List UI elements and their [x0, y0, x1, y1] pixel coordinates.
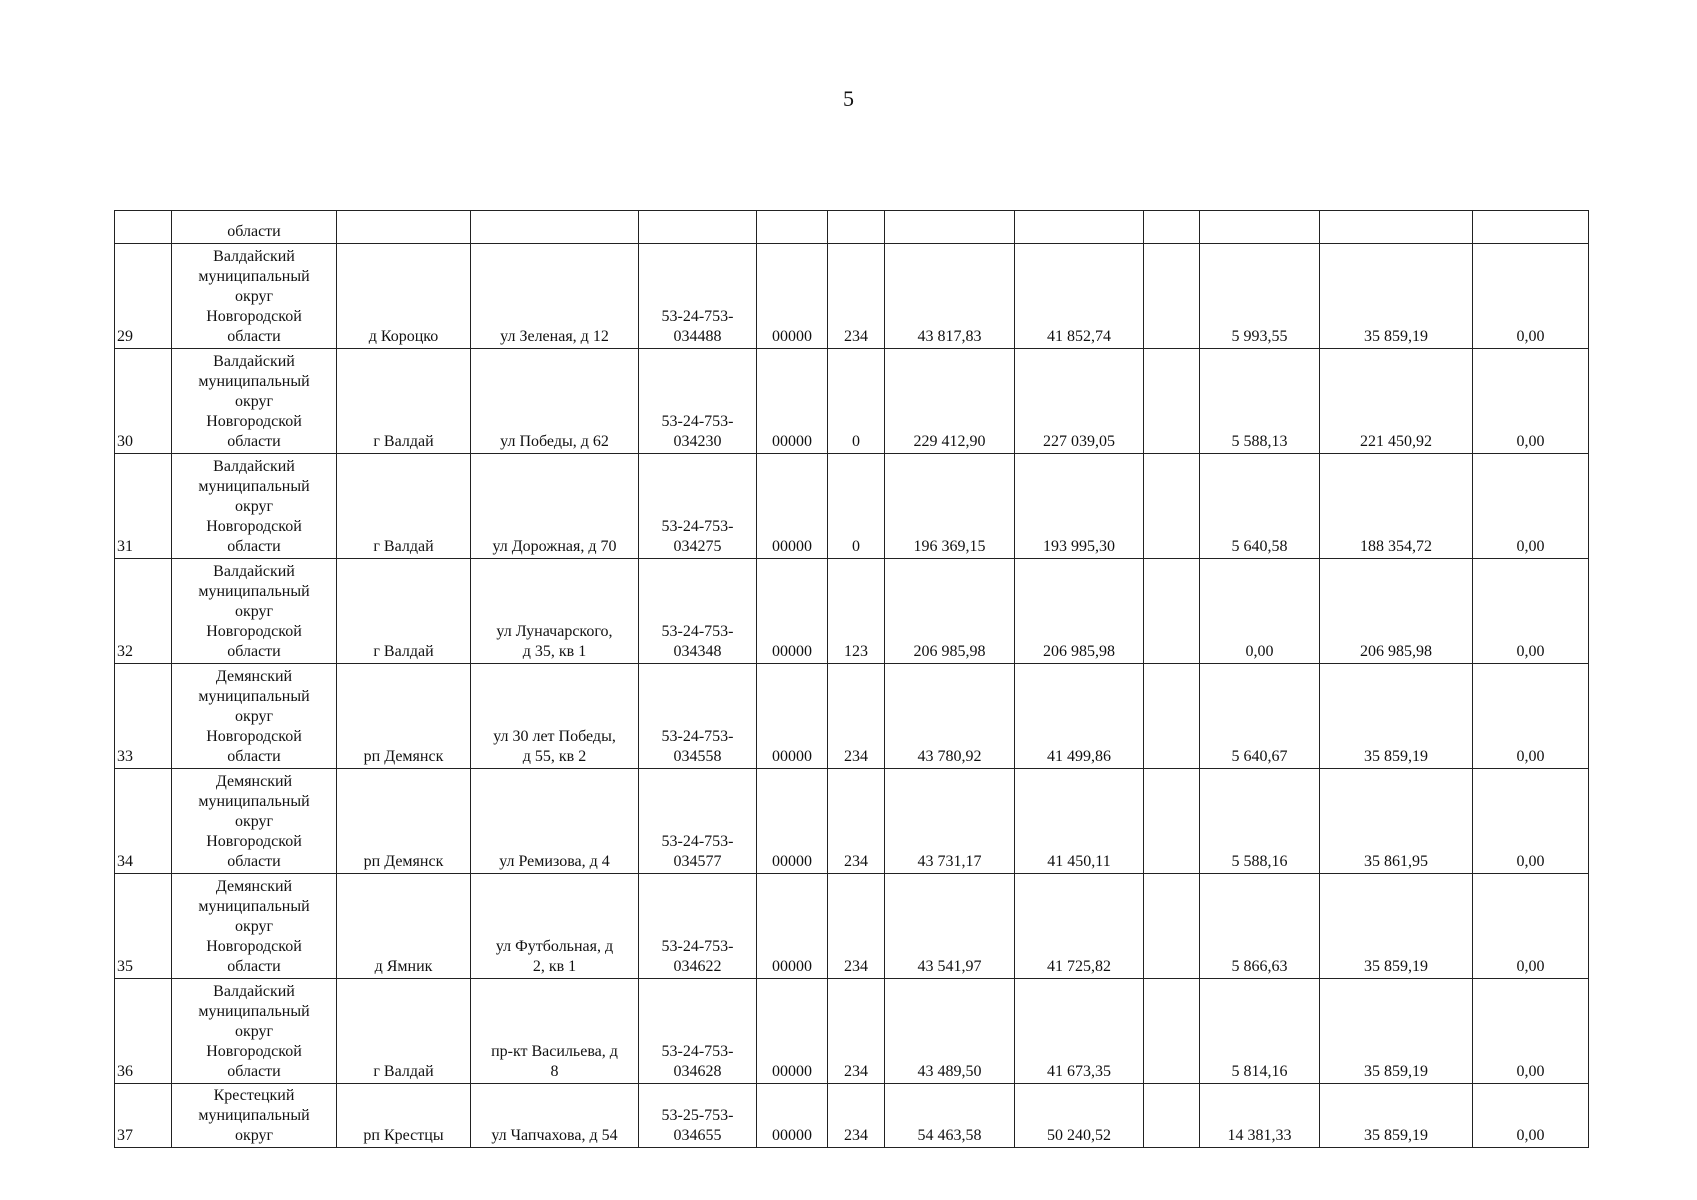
cell-value-2: 41 450,11 [1015, 769, 1144, 874]
cell-district: Демянский муниципальный округ Новгородской области [172, 874, 337, 979]
cell-category: 234 [828, 769, 885, 874]
cell-value-6: 0,00 [1473, 349, 1589, 454]
cell-code-suffix: 00000 [757, 769, 828, 874]
cell-code-suffix: 00000 [757, 874, 828, 979]
cell-value-5: 35 859,19 [1320, 244, 1473, 349]
cell-district: Демянский муниципальный округ Новгородской области [172, 664, 337, 769]
cell-district: Валдайский муниципальный округ Новгородской области [172, 454, 337, 559]
cell-code: 53-24-753- 034577 [639, 769, 757, 874]
table-row-continuation [115, 211, 1589, 244]
cell-value-6: 0,00 [1473, 979, 1589, 1084]
cell-value-3 [1144, 874, 1200, 979]
cell-locality: рп Демянск [337, 664, 471, 769]
cell-value-4: 5 640,67 [1200, 664, 1320, 769]
cell-locality: рп Крестцы [337, 1084, 471, 1148]
table-row [115, 244, 1589, 349]
cell-district: Валдайский муниципальный округ Новгородской области [172, 979, 337, 1084]
table-row [115, 874, 1589, 979]
table-row [115, 1084, 1589, 1148]
cell-value-4: 0,00 [1200, 559, 1320, 664]
cell-district: Крестецкий муниципальный округ [172, 1084, 337, 1148]
cell-locality: рп Демянск [337, 769, 471, 874]
cell-district: Валдайский муниципальный округ Новгородской области [172, 349, 337, 454]
cell-value-2: 227 039,05 [1015, 349, 1144, 454]
cell-value-5: 35 859,19 [1320, 979, 1473, 1084]
cell-category: 234 [828, 664, 885, 769]
cell-address: ул Луначарского, д 35, кв 1 [471, 559, 639, 664]
cell-address: ул Футбольная, д 2, кв 1 [471, 874, 639, 979]
cell-category: 234 [828, 244, 885, 349]
cell-value-1: 196 369,15 [885, 454, 1015, 559]
cell-code-suffix: 00000 [757, 349, 828, 454]
cell-value-5: 221 450,92 [1320, 349, 1473, 454]
cell-address: ул Зеленая, д 12 [471, 244, 639, 349]
cell-address: ул Ремизова, д 4 [471, 769, 639, 874]
cell-address: пр-кт Васильева, д 8 [471, 979, 639, 1084]
cell-value-6: 0,00 [1473, 1084, 1589, 1148]
cell-code-suffix: 00000 [757, 979, 828, 1084]
cell-value-3 [1144, 979, 1200, 1084]
cell-num: 34 [115, 769, 172, 874]
cell-district: Валдайский муниципальный округ Новгородской области [172, 244, 337, 349]
cell-category: 123 [828, 559, 885, 664]
table-row [115, 349, 1589, 454]
cell-code: 53-24-753- 034275 [639, 454, 757, 559]
cell-locality: г Валдай [337, 979, 471, 1084]
cell-value-3 [1144, 559, 1200, 664]
cell-num: 33 [115, 664, 172, 769]
cell-value-2: 41 852,74 [1015, 244, 1144, 349]
cell-num [115, 211, 172, 244]
table-row [115, 664, 1589, 769]
cell-value-2: 41 499,86 [1015, 664, 1144, 769]
cell-value-4: 5 993,55 [1200, 244, 1320, 349]
cell-value-2: 41 725,82 [1015, 874, 1144, 979]
cell-code: 53-25-753- 034655 [639, 1084, 757, 1148]
cell-value-3 [1144, 244, 1200, 349]
table-row [115, 979, 1589, 1084]
cell-value-5: 35 859,19 [1320, 1084, 1473, 1148]
cell-value-2: 206 985,98 [1015, 559, 1144, 664]
cell-value-2: 41 673,35 [1015, 979, 1144, 1084]
cell-value-1: 43 780,92 [885, 664, 1015, 769]
cell-code: 53-24-753- 034348 [639, 559, 757, 664]
cell-district: Валдайский муниципальный округ Новгородской области [172, 559, 337, 664]
cell-value-5: 35 861,95 [1320, 769, 1473, 874]
cell-locality: г Валдай [337, 349, 471, 454]
cell-address: ул Чапчахова, д 54 [471, 1084, 639, 1148]
cell-num: 37 [115, 1084, 172, 1148]
cell-value-5: 35 859,19 [1320, 874, 1473, 979]
cell-value-1: 43 541,97 [885, 874, 1015, 979]
cell-locality: д Ямник [337, 874, 471, 979]
cell-code: 53-24-753- 034230 [639, 349, 757, 454]
cell-value-6: 0,00 [1473, 454, 1589, 559]
table-row [115, 769, 1589, 874]
cell-value-1: 43 731,17 [885, 769, 1015, 874]
cell-value-2: 50 240,52 [1015, 1084, 1144, 1148]
cell-value-5: 206 985,98 [1320, 559, 1473, 664]
cell-code-suffix: 00000 [757, 1084, 828, 1148]
cell-address: ул Дорожная, д 70 [471, 454, 639, 559]
cell-value-4: 5 640,58 [1200, 454, 1320, 559]
cell-value-3 [1144, 769, 1200, 874]
cell-category: 0 [828, 454, 885, 559]
table-row [115, 559, 1589, 664]
cell-value-6: 0,00 [1473, 769, 1589, 874]
table-row [115, 454, 1589, 559]
cell-locality: г Валдай [337, 559, 471, 664]
cell-locality: д Короцко [337, 244, 471, 349]
cell-code-suffix: 00000 [757, 664, 828, 769]
cell-category: 234 [828, 979, 885, 1084]
cell-num: 31 [115, 454, 172, 559]
cell-code: 53-24-753- 034488 [639, 244, 757, 349]
cell-locality: г Валдай [337, 454, 471, 559]
cell-value-1: 54 463,58 [885, 1084, 1015, 1148]
cell-code: 53-24-753- 034558 [639, 664, 757, 769]
cell-value-3 [1144, 1084, 1200, 1148]
cell-value-3 [1144, 664, 1200, 769]
cell-code-suffix: 00000 [757, 244, 828, 349]
cell-num: 30 [115, 349, 172, 454]
cell-category: 234 [828, 1084, 885, 1148]
cell-num: 36 [115, 979, 172, 1084]
cell-value-1: 43 489,50 [885, 979, 1015, 1084]
cell-district: Демянский муниципальный округ Новгородской области [172, 769, 337, 874]
cell-value-1: 229 412,90 [885, 349, 1015, 454]
cell-value-5: 188 354,72 [1320, 454, 1473, 559]
cell-category: 234 [828, 874, 885, 979]
cell-num: 35 [115, 874, 172, 979]
cell-code: 53-24-753- 034628 [639, 979, 757, 1084]
cell-value-4: 14 381,33 [1200, 1084, 1320, 1148]
cell-value-1: 206 985,98 [885, 559, 1015, 664]
cell-num: 32 [115, 559, 172, 664]
cell-value-6: 0,00 [1473, 244, 1589, 349]
cell-value-6: 0,00 [1473, 664, 1589, 769]
cell-category: 0 [828, 349, 885, 454]
cell-value-2: 193 995,30 [1015, 454, 1144, 559]
cell-code-suffix: 00000 [757, 454, 828, 559]
cell-value-3 [1144, 454, 1200, 559]
cell-value-1: 43 817,83 [885, 244, 1015, 349]
page-number: 5 [843, 86, 854, 111]
cell-address: ул Победы, д 62 [471, 349, 639, 454]
cell-value-4: 5 588,13 [1200, 349, 1320, 454]
cell-value-3 [1144, 349, 1200, 454]
cell-code: 53-24-753- 034622 [639, 874, 757, 979]
cell-value-6: 0,00 [1473, 874, 1589, 979]
cell-num: 29 [115, 244, 172, 349]
cell-code-suffix: 00000 [757, 559, 828, 664]
cell-address: ул 30 лет Победы, д 55, кв 2 [471, 664, 639, 769]
cell-value-4: 5 866,63 [1200, 874, 1320, 979]
cell-value-4: 5 814,16 [1200, 979, 1320, 1084]
cell-value-6: 0,00 [1473, 559, 1589, 664]
cell-value-4: 5 588,16 [1200, 769, 1320, 874]
data-table [114, 210, 1589, 1148]
cell-district: области [172, 211, 337, 244]
cell-value-5: 35 859,19 [1320, 664, 1473, 769]
